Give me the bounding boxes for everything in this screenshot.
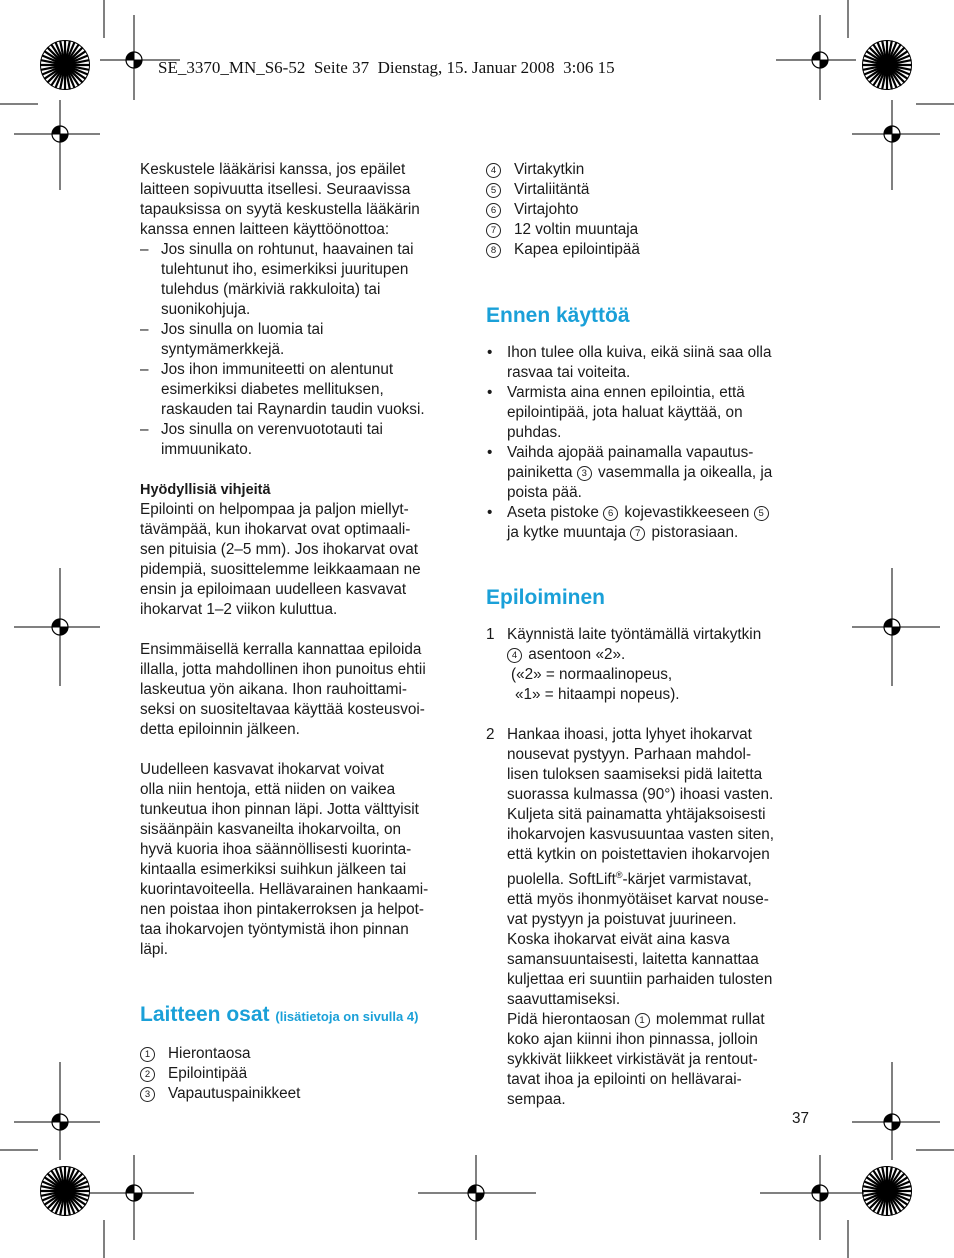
text-span: asentoon «2». <box>524 646 626 663</box>
text-line <box>507 503 818 523</box>
text-line: Epilointi on helpompaa ja paljon miellyt- <box>140 501 409 518</box>
text-line: poista pää. <box>507 484 582 501</box>
part-number: 5 <box>486 183 501 198</box>
part-item <box>486 200 818 220</box>
part-number: 7 <box>630 526 645 541</box>
part-number: 3 <box>140 1087 155 1102</box>
text-line: syntymämerkkejä. <box>161 341 285 358</box>
text-line: ihokarvojen kasvusuuntaa vasten siten, <box>507 826 775 843</box>
part-number: 1 <box>635 1013 650 1028</box>
text-line: ensin ja epiloimaan uudelleen kasvavat <box>140 581 407 598</box>
text-line: suonikohjuja. <box>161 301 251 318</box>
text-line: laskeutua yön aikana. Ihon rauhoittami- <box>140 681 408 698</box>
contraindication-item <box>140 240 470 320</box>
text-line: detta epiloinnin jälkeen. <box>140 721 300 738</box>
step-item <box>486 725 818 1110</box>
text-span: Aseta pistoke <box>507 504 599 521</box>
text-line <box>507 523 818 543</box>
text-line: vat pystyyn ja poistuvat juurineen. <box>507 911 737 929</box>
text-line: – Jos sinulla on luomia tai <box>161 321 324 338</box>
step-number: 1 <box>486 626 495 643</box>
part-item <box>486 220 818 240</box>
text-line: tulehtunut iho, esimerkiksi juuritupen <box>161 261 409 278</box>
part-number: 2 <box>140 1067 155 1082</box>
part-number: 1 <box>140 1047 155 1062</box>
text-line: Keskustele lääkärisi kanssa, jos epäilet <box>140 161 406 178</box>
text-line <box>507 1010 818 1030</box>
part-number: 4 <box>507 648 522 663</box>
part-number: 3 <box>577 466 592 481</box>
part-number: 7 <box>486 223 501 238</box>
page-number: 37 <box>792 1110 810 1127</box>
text-span: -kärjet varmistavat, <box>622 871 752 889</box>
text-line: tavat ihoa ja epilointi on hellävarai- <box>507 1071 742 1089</box>
text-span: puolella. SoftLift <box>507 871 616 889</box>
text-line: Käynnistä laite työntämällä virtakytkin <box>507 626 762 643</box>
text-line: • Vaihda ajopää painamalla vapautus- <box>507 444 754 461</box>
text-line: esimerkiksi diabetes mellituksen, <box>161 381 384 398</box>
registered-mark: ® <box>615 870 623 880</box>
text-line: «1» = hitaampi nopeus). <box>515 686 680 703</box>
text-line: seksi on suositeltavaa käyttää kosteusvoi- <box>140 701 425 718</box>
print-slug-header: SE_3370_MN_S6-52 Seite 37 Dienstag, 15. Januar 2008 3:06 15 <box>158 58 615 77</box>
text-line: – Jos sinulla on verenvuototauti tai <box>161 421 383 438</box>
bullet-item <box>486 503 818 543</box>
text-line: että myös ihonmyötäiset karvat nouse- <box>507 891 769 909</box>
text-line: samansuuntaisesti, laitetta kannattaa <box>507 951 759 969</box>
text-line: sen pituisia (2–5 mm). Jos ihokarvat ovat <box>140 541 419 558</box>
intro-paragraph <box>140 160 470 240</box>
part-item <box>140 1084 470 1104</box>
text-line: ihokarvat 1–2 viikon kuluttua. <box>140 601 338 618</box>
text-line: • Ihon tulee olla kuiva, eikä siinä saa olla <box>507 344 772 361</box>
part-item <box>486 180 818 200</box>
text-line: kuorintavoiteella. Hellävarainen hankaami- <box>140 881 429 898</box>
text-line: hyvä kuoria ihoa säännöllisesti kuorinta- <box>140 841 412 858</box>
part-label: Kapea epilointipää <box>514 241 640 258</box>
text-line: suorassa kulmassa (90°) ihoasi vasten. <box>507 786 774 803</box>
text-line: Uudelleen kasvavat ihokarvat voivat <box>140 761 385 778</box>
text-line: nen poistaa ihon pintakerroksen ja helpot- <box>140 901 425 918</box>
text-line: raskauden tai Raynardin taudin vuoksi. <box>161 401 425 418</box>
text-line: saavuttamiseksi. <box>507 991 621 1009</box>
text-line: Hankaa ihoasi, jotta lyhyet ihokarvat <box>507 726 752 743</box>
part-label: Epilointipää <box>168 1065 248 1082</box>
epilating-heading: Epiloiminen <box>486 586 606 609</box>
text-line <box>507 463 818 483</box>
text-line: sempaa. <box>507 1091 566 1109</box>
tips-paragraph <box>140 640 470 740</box>
part-number: 4 <box>486 163 501 178</box>
text-line: – Jos sinulla on rohtunut, haavainen tai <box>161 241 414 258</box>
text-line <box>507 865 818 890</box>
contraindication-item <box>140 360 470 420</box>
text-span: pistorasiaan. <box>647 524 739 541</box>
text-span: kojevastikkeeseen <box>620 504 750 521</box>
step-number: 2 <box>486 726 495 743</box>
bullet-item <box>486 343 818 383</box>
text-span: vasemmalla ja oikealla, ja <box>593 464 773 481</box>
text-line: («2» = normaalinopeus, <box>511 666 673 683</box>
part-label: Hierontaosa <box>168 1045 251 1062</box>
part-number: 6 <box>603 506 618 521</box>
text-line: sykkivät liikkeet virkistävät ja rentout- <box>507 1051 758 1069</box>
text-line: rasvaa tai voiteita. <box>507 364 631 381</box>
parts-note: (lisätietoja on sivulla 4) <box>275 1009 419 1024</box>
before-use-heading: Ennen käyttöä <box>486 304 630 327</box>
part-number: 5 <box>754 506 769 521</box>
contraindication-item <box>140 320 470 360</box>
text-line: tunkeutua ihon pinnan läpi. Jotta välttyisit <box>140 801 419 818</box>
text-line: epilointipää, jota haluat käyttää, on <box>507 404 743 421</box>
tips-paragraph <box>140 500 470 620</box>
part-label: Virtakytkin <box>514 161 585 178</box>
text-line: laitteen sopivuutta itsellesi. Seuraavissa <box>140 181 411 198</box>
part-label: Virtaliitäntä <box>514 181 590 198</box>
text-line: että kytkin on poistettavien ihokarvojen <box>507 846 770 863</box>
text-line: sisäänpäin kasvaneilta ihokarvoilta, on <box>140 821 402 838</box>
text-line: Ensimmäisellä kerralla kannattaa epiloida <box>140 641 422 658</box>
text-span: painiketta <box>507 464 573 481</box>
parts-title: Laitteen osat <box>140 1003 270 1026</box>
text-line: kintaalla esimerkiksi suihkun jälkeen tai <box>140 861 407 878</box>
text-line: tulehdus (märkiviä rakkuloita) tai <box>161 281 381 298</box>
part-label: 12 voltin muuntaja <box>514 221 639 238</box>
text-line: koko ajan kiinni ihon pinnassa, jolloin <box>507 1031 758 1049</box>
text-span: molemmat rullat <box>651 1011 765 1029</box>
text-line: kuljettaa eri suuntiin parhaiden tulosten <box>507 971 773 989</box>
part-label: Virtajohto <box>514 201 579 218</box>
text-line: Koska ihokarvat eivät aina kasva <box>507 931 730 949</box>
tips-paragraph <box>140 760 470 960</box>
text-line: läpi. <box>140 941 169 958</box>
tips-heading: Hyödyllisiä vihjeitä <box>140 482 271 498</box>
text-line: kanssa ennen laitteen käyttöönottoa: <box>140 221 390 238</box>
right-column <box>486 160 818 1110</box>
left-column <box>140 160 470 1104</box>
text-line: tävämpää, kun ihokarvat ovat optimaali- <box>140 521 411 538</box>
text-span: ja kytke muuntaja <box>507 524 627 541</box>
text-line: – Jos ihon immuniteetti on alentunut <box>161 361 394 378</box>
part-item <box>486 160 818 180</box>
part-number: 6 <box>486 203 501 218</box>
text-line: tapauksissa on syytä keskustella lääkärin <box>140 201 420 218</box>
text-line: immuunikato. <box>161 441 252 458</box>
bullet-item <box>486 383 818 443</box>
text-line: taa ihokarvojen työntymistä ihon pinnan <box>140 921 409 938</box>
text-line: illalla, jotta mahdollinen ihon punoitus ehtii <box>140 661 426 678</box>
part-label: Vapautuspainikkeet <box>168 1085 301 1102</box>
text-line: olla niin hentoja, että niiden on vaikea <box>140 781 396 798</box>
parts-heading <box>140 1002 470 1030</box>
text-line: pidempiä, suosittelemme leikkaamaan ne <box>140 561 421 578</box>
text-line: puhdas. <box>507 424 562 441</box>
text-line <box>507 645 818 665</box>
part-item <box>140 1044 470 1064</box>
text-line: Kuljeta sitä painamatta yhtäjaksoisesti <box>507 806 766 823</box>
bullet-item <box>486 443 818 503</box>
contraindication-item <box>140 420 470 460</box>
text-line: nousevat pystyyn. Parhaan mahdol- <box>507 746 752 763</box>
step-item <box>486 625 818 705</box>
text-line: lisen tuloksen saamiseksi pidä laitetta <box>507 766 763 783</box>
part-number: 8 <box>486 243 501 258</box>
text-span: Pidä hierontaosan <box>507 1011 631 1029</box>
part-item <box>486 240 818 260</box>
text-line: • Varmista aina ennen epilointia, että <box>507 384 745 401</box>
part-item <box>140 1064 470 1084</box>
